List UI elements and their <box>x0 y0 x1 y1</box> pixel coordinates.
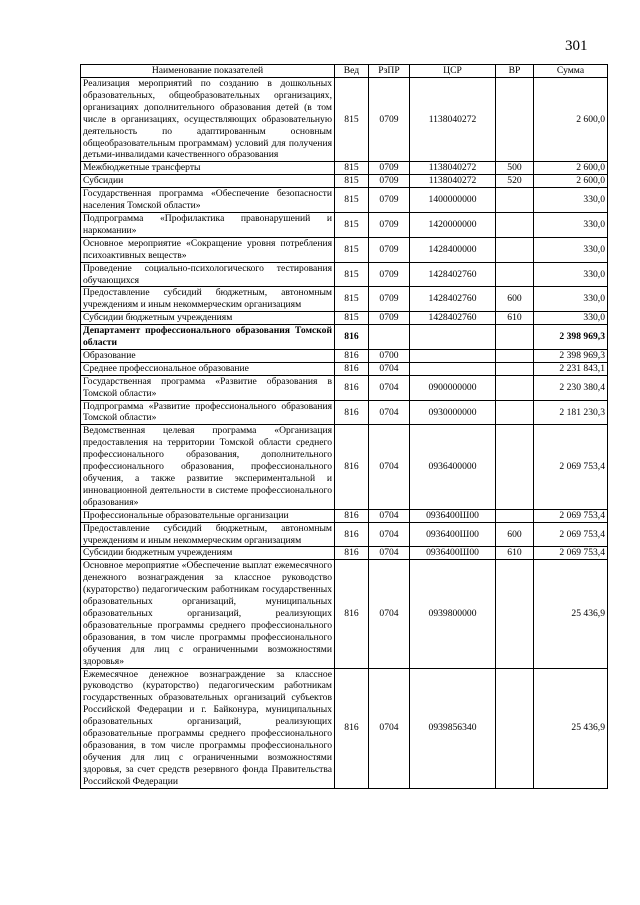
cell-ved: 816 <box>335 325 369 350</box>
cell-ved: 815 <box>335 212 369 237</box>
cell-csr: 1428402760 <box>410 287 496 312</box>
cell-vr <box>496 362 534 375</box>
cell-name: Основное мероприятие «Обеспечение выплат ежемесячного денежного вознаграждения за классное руководство (кураторство) педагогическим работникам государственных образовательных организаций, муниципальных образовательных организаций, реализующих образовательные программы среднего профессионального образования, в том числе программы профессионального обучения для лиц с ограниченными возможностями здоровья» <box>81 560 335 668</box>
cell-vr: 610 <box>496 312 534 325</box>
cell-vr <box>496 237 534 262</box>
cell-rzpr <box>369 325 410 350</box>
table-row <box>81 425 608 509</box>
table-row <box>81 362 608 375</box>
header-ved: Вед <box>335 65 369 78</box>
table-row <box>81 325 608 350</box>
cell-ved: 816 <box>335 425 369 509</box>
cell-sum: 25 436,9 <box>534 668 608 788</box>
cell-csr: 1428400000 <box>410 237 496 262</box>
cell-sum: 2 600,0 <box>534 175 608 188</box>
table-row <box>81 287 608 312</box>
cell-vr <box>496 400 534 425</box>
cell-csr: 1420000000 <box>410 212 496 237</box>
cell-ved: 816 <box>335 375 369 400</box>
cell-rzpr: 0704 <box>369 400 410 425</box>
cell-sum: 330,0 <box>534 188 608 213</box>
cell-csr: 0936400Ш00 <box>410 509 496 522</box>
cell-rzpr: 0709 <box>369 162 410 175</box>
header-vr: ВР <box>496 65 534 78</box>
cell-name: Реализация мероприятий по созданию в дошкольных образовательных, общеобразовательных организациях, организациях дополнительного образования детей (в том числе в организациях, осуществляющих образовательную деятельность по адаптированным основным общеобразовательным программам) условий для получения детьми-инвалидами качественного образования <box>81 78 335 162</box>
cell-vr: 520 <box>496 175 534 188</box>
table-row <box>81 212 608 237</box>
table-header-row <box>81 65 608 78</box>
cell-vr <box>496 78 534 162</box>
cell-csr <box>410 325 496 350</box>
cell-rzpr: 0704 <box>369 375 410 400</box>
cell-name: Субсидии бюджетным учреждениям <box>81 547 335 560</box>
cell-csr: 0936400000 <box>410 425 496 509</box>
table-row <box>81 400 608 425</box>
cell-name: Ведомственная целевая программа «Организация предоставления на территории Томской области среднего профессионального образования, дополнительного профессионального образования, профессионального обучения, а также развитие экспериментальной и инновационной деятельности в системе профессионального образования» <box>81 425 335 509</box>
cell-name: Межбюджетные трансферты <box>81 162 335 175</box>
cell-name: Среднее профессиональное образование <box>81 362 335 375</box>
cell-rzpr: 0709 <box>369 287 410 312</box>
cell-name: Подпрограмма «Развитие профессионального образования Томской области» <box>81 400 335 425</box>
cell-rzpr: 0704 <box>369 425 410 509</box>
cell-sum: 2 069 753,4 <box>534 509 608 522</box>
cell-csr: 1138040272 <box>410 78 496 162</box>
cell-ved: 816 <box>335 668 369 788</box>
cell-csr: 0936400Ш00 <box>410 547 496 560</box>
cell-ved: 816 <box>335 522 369 547</box>
cell-csr: 0939856340 <box>410 668 496 788</box>
cell-rzpr: 0709 <box>369 312 410 325</box>
cell-sum: 2 398 969,3 <box>534 349 608 362</box>
table-row <box>81 509 608 522</box>
cell-csr: 0930000000 <box>410 400 496 425</box>
cell-csr: 0936400Ш00 <box>410 522 496 547</box>
cell-csr: 0900000000 <box>410 375 496 400</box>
cell-vr: 600 <box>496 287 534 312</box>
cell-vr <box>496 325 534 350</box>
cell-vr <box>496 425 534 509</box>
cell-csr: 1138040272 <box>410 175 496 188</box>
cell-rzpr: 0709 <box>369 188 410 213</box>
cell-name: Департамент профессионального образования Томской области <box>81 325 335 350</box>
cell-rzpr: 0704 <box>369 668 410 788</box>
cell-sum: 330,0 <box>534 312 608 325</box>
cell-vr <box>496 188 534 213</box>
cell-ved: 816 <box>335 349 369 362</box>
table-row <box>81 547 608 560</box>
cell-ved: 816 <box>335 509 369 522</box>
cell-ved: 815 <box>335 78 369 162</box>
cell-csr: 1400000000 <box>410 188 496 213</box>
cell-ved: 815 <box>335 312 369 325</box>
header-name: Наименование показателей <box>81 65 335 78</box>
cell-vr <box>496 349 534 362</box>
table-row <box>81 162 608 175</box>
cell-name: Профессиональные образовательные организации <box>81 509 335 522</box>
cell-name: Предоставление субсидий бюджетным, автономным учреждениям и иным некоммерческим организациям <box>81 522 335 547</box>
cell-sum: 2 398 969,3 <box>534 325 608 350</box>
table-row <box>81 522 608 547</box>
cell-vr <box>496 668 534 788</box>
cell-sum: 2 600,0 <box>534 162 608 175</box>
cell-ved: 816 <box>335 547 369 560</box>
cell-ved: 815 <box>335 262 369 287</box>
cell-rzpr: 0700 <box>369 349 410 362</box>
table-row <box>81 668 608 788</box>
table-row <box>81 237 608 262</box>
cell-rzpr: 0704 <box>369 509 410 522</box>
cell-rzpr: 0704 <box>369 522 410 547</box>
cell-sum: 330,0 <box>534 212 608 237</box>
cell-rzpr: 0709 <box>369 237 410 262</box>
cell-name: Подпрограмма «Профилактика правонарушений и наркомании» <box>81 212 335 237</box>
cell-name: Государственная программа «Обеспечение безопасности населения Томской области» <box>81 188 335 213</box>
cell-sum: 2 069 753,4 <box>534 547 608 560</box>
cell-sum: 2 181 230,3 <box>534 400 608 425</box>
cell-ved: 816 <box>335 362 369 375</box>
cell-sum: 330,0 <box>534 237 608 262</box>
cell-ved: 815 <box>335 175 369 188</box>
table-row <box>81 78 608 162</box>
cell-vr: 500 <box>496 162 534 175</box>
cell-name: Субсидии бюджетным учреждениям <box>81 312 335 325</box>
cell-vr <box>496 509 534 522</box>
cell-ved: 815 <box>335 188 369 213</box>
cell-name: Субсидии <box>81 175 335 188</box>
cell-vr: 610 <box>496 547 534 560</box>
cell-csr <box>410 349 496 362</box>
cell-ved: 815 <box>335 287 369 312</box>
cell-rzpr: 0704 <box>369 560 410 668</box>
cell-csr: 1428402760 <box>410 312 496 325</box>
cell-vr: 600 <box>496 522 534 547</box>
cell-sum: 2 069 753,4 <box>534 522 608 547</box>
header-rzpr: РзПР <box>369 65 410 78</box>
table-row <box>81 175 608 188</box>
cell-csr <box>410 362 496 375</box>
cell-sum: 330,0 <box>534 287 608 312</box>
cell-name: Образование <box>81 349 335 362</box>
cell-ved: 815 <box>335 237 369 262</box>
cell-name: Ежемесячное денежное вознаграждение за классное руководство (кураторство) педагогическим работникам государственных образовательных организаций субъектов Российской Федерации и г. Байконура, муниципальных образовательных организаций, реализующих образовательные программы среднего профессионального образования, в том числе программы профессионального обучения для лиц с ограниченными возможностями здоровья, за счет средств резервного фонда Правительства Российской Федерации <box>81 668 335 788</box>
cell-rzpr: 0704 <box>369 362 410 375</box>
cell-name: Основное мероприятие «Сокращение уровня потребления психоактивных веществ» <box>81 237 335 262</box>
cell-rzpr: 0709 <box>369 78 410 162</box>
table-row <box>81 262 608 287</box>
table-row <box>81 188 608 213</box>
cell-rzpr: 0709 <box>369 212 410 237</box>
cell-vr <box>496 375 534 400</box>
cell-sum: 2 069 753,4 <box>534 425 608 509</box>
table-row <box>81 560 608 668</box>
cell-ved: 816 <box>335 560 369 668</box>
page-number: 301 <box>565 38 588 54</box>
table-row <box>81 349 608 362</box>
cell-rzpr: 0709 <box>369 262 410 287</box>
cell-sum: 2 230 380,4 <box>534 375 608 400</box>
cell-csr: 0939800000 <box>410 560 496 668</box>
table-row <box>81 312 608 325</box>
cell-vr <box>496 560 534 668</box>
cell-name: Проведение социально-психологического тестирования обучающихся <box>81 262 335 287</box>
budget-table <box>80 64 608 789</box>
cell-name: Государственная программа «Развитие образования в Томской области» <box>81 375 335 400</box>
cell-sum: 2 600,0 <box>534 78 608 162</box>
cell-csr: 1428402760 <box>410 262 496 287</box>
cell-name: Предоставление субсидий бюджетным, автономным учреждениям и иным некоммерческим организациям <box>81 287 335 312</box>
cell-ved: 816 <box>335 400 369 425</box>
cell-rzpr: 0704 <box>369 547 410 560</box>
cell-sum: 25 436,9 <box>534 560 608 668</box>
cell-vr <box>496 212 534 237</box>
cell-vr <box>496 262 534 287</box>
cell-sum: 2 231 843,1 <box>534 362 608 375</box>
cell-rzpr: 0709 <box>369 175 410 188</box>
table-row <box>81 375 608 400</box>
header-sum: Сумма <box>534 65 608 78</box>
cell-ved: 815 <box>335 162 369 175</box>
cell-csr: 1138040272 <box>410 162 496 175</box>
header-csr: ЦСР <box>410 65 496 78</box>
cell-sum: 330,0 <box>534 262 608 287</box>
